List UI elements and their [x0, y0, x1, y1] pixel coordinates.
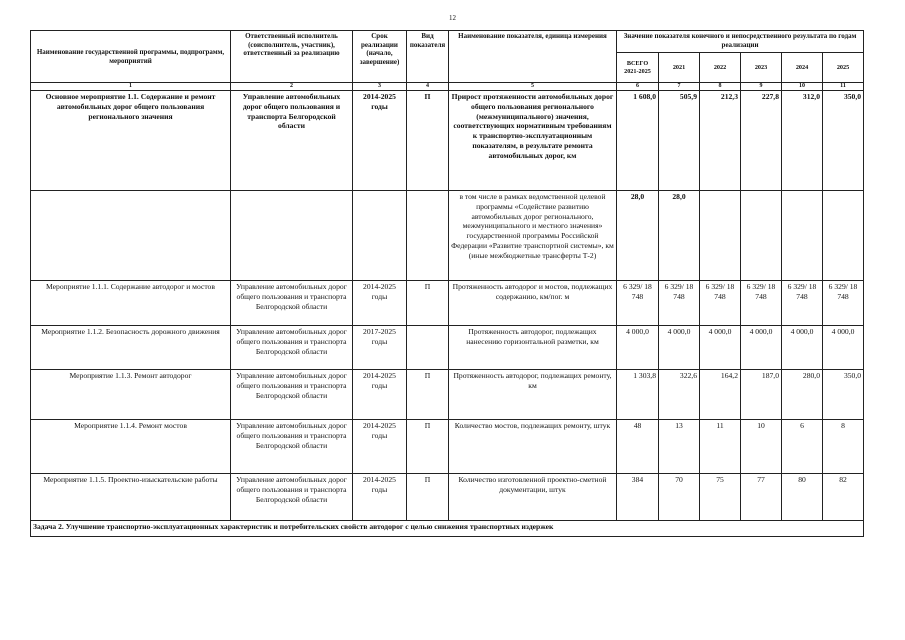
- row-value: 4 000,0: [782, 326, 823, 370]
- row-type: [407, 191, 449, 281]
- row-type: П: [407, 474, 449, 521]
- row-value: 6 329/ 18 748: [741, 281, 782, 326]
- row-responsible: Управление автомобильных дорог общего пользования и транспорта Белгородской области: [231, 474, 353, 521]
- row-period: [353, 191, 407, 281]
- row-value: 48: [617, 420, 659, 474]
- row-value: [741, 191, 782, 281]
- row-indicator: Протяженность автодорог, подлежащих ремонту, км: [449, 370, 617, 420]
- header-values-group: Значение показателя конечного и непосредственного результата по годам реализации: [617, 31, 864, 53]
- row-value: 13: [659, 420, 700, 474]
- row-period: 2014-2025 годы: [353, 474, 407, 521]
- column-number: 5: [449, 83, 617, 91]
- row-indicator: Количество изготовленной проектно-сметной документации, штук: [449, 474, 617, 521]
- row-value: 4 000,0: [659, 326, 700, 370]
- row-value: 1 303,8: [617, 370, 659, 420]
- header-type: Вид показателя: [407, 31, 449, 83]
- indicators-table: [30, 30, 864, 537]
- row-period: 2014-2025 годы: [353, 91, 407, 191]
- row-value: 4 000,0: [823, 326, 864, 370]
- row-value: 28,0: [659, 191, 700, 281]
- header-year: 2022: [700, 53, 741, 83]
- table-row-main: [31, 91, 864, 191]
- row-value: [823, 191, 864, 281]
- row-name: Мероприятие 1.1.1. Содержание автодорог и мостов: [31, 281, 231, 326]
- row-responsible: Управление автомобильных дорог общего пользования и транспорта Белгородской области: [231, 420, 353, 474]
- row-value: 11: [700, 420, 741, 474]
- header-year: 2025: [823, 53, 864, 83]
- row-value: 1 608,0: [617, 91, 659, 191]
- table-row: [31, 474, 864, 521]
- row-type: П: [407, 281, 449, 326]
- table-row: [31, 370, 864, 420]
- row-period: 2014-2025 годы: [353, 281, 407, 326]
- header-year: 2023: [741, 53, 782, 83]
- row-value: 4 000,0: [617, 326, 659, 370]
- row-type: П: [407, 420, 449, 474]
- row-type: П: [407, 91, 449, 191]
- table-row: [31, 420, 864, 474]
- row-responsible: Управление автомобильных дорог общего пользования и транспорта Белгородской области: [231, 370, 353, 420]
- row-value: 6 329/ 18 748: [823, 281, 864, 326]
- column-number: 2: [231, 83, 353, 91]
- row-value: 350,0: [823, 91, 864, 191]
- page-number: 12: [449, 14, 456, 22]
- row-value: 6 329/ 18 748: [617, 281, 659, 326]
- row-value: 212,3: [700, 91, 741, 191]
- row-name: Основное мероприятие 1.1. Содержание и ремонт автомобильных дорог общего пользования регионального значения: [31, 91, 231, 191]
- row-value: 164,2: [700, 370, 741, 420]
- row-period: 2017-2025 годы: [353, 326, 407, 370]
- column-number: 4: [407, 83, 449, 91]
- header-indicator: Наименование показателя, единица измерения: [449, 31, 617, 83]
- table-row: [31, 281, 864, 326]
- row-value: 4 000,0: [700, 326, 741, 370]
- row-value: 10: [741, 420, 782, 474]
- row-value: 82: [823, 474, 864, 521]
- task-row: [31, 521, 864, 537]
- row-indicator: Количество мостов, подлежащих ремонту, штук: [449, 420, 617, 474]
- row-responsible: Управление автомобильных дорог общего пользования и транспорта Белгородской области: [231, 91, 353, 191]
- column-number: 7: [659, 83, 700, 91]
- row-name: Мероприятие 1.1.4. Ремонт мостов: [31, 420, 231, 474]
- row-name: Мероприятие 1.1.5. Проектно-изыскательские работы: [31, 474, 231, 521]
- row-value: 4 000,0: [741, 326, 782, 370]
- row-indicator: Протяженность автодорог и мостов, подлежащих содержанию, км/пог. м: [449, 281, 617, 326]
- row-value: 80: [782, 474, 823, 521]
- row-value: 28,0: [617, 191, 659, 281]
- row-type: П: [407, 370, 449, 420]
- header-period: Срок реализации (начало, завершение): [353, 31, 407, 83]
- row-period: 2014-2025 годы: [353, 420, 407, 474]
- row-value: 6 329/ 18 748: [782, 281, 823, 326]
- header-year: 2021: [659, 53, 700, 83]
- row-value: 6 329/ 18 748: [700, 281, 741, 326]
- row-value: [782, 191, 823, 281]
- row-value: 384: [617, 474, 659, 521]
- column-number: 11: [823, 83, 864, 91]
- row-name: Мероприятие 1.1.3. Ремонт автодорог: [31, 370, 231, 420]
- row-value: 75: [700, 474, 741, 521]
- row-responsible: Управление автомобильных дорог общего пользования и транспорта Белгородской области: [231, 281, 353, 326]
- row-value: 70: [659, 474, 700, 521]
- row-value: 350,0: [823, 370, 864, 420]
- row-indicator: Прирост протяженности автомобильных дорог общего пользования регионального (межмуниципального) значения, соответствующих нормативным требованиям к транспортно-эксплуатационным показателям, в результате ремонта автомобильных дорог, км: [449, 91, 617, 191]
- row-period: 2014-2025 годы: [353, 370, 407, 420]
- task-title: Задача 2. Улучшение транспортно-эксплуатационных характеристик и потребительских свойств автодорог с целью снижения транспортных издержек: [31, 521, 864, 537]
- column-number: 1: [31, 83, 231, 91]
- row-name: [31, 191, 231, 281]
- header-program: Наименование государственной программы, подпрограмм, мероприятий: [31, 31, 231, 83]
- table-row-sub: [31, 191, 864, 281]
- column-number: 9: [741, 83, 782, 91]
- column-number: 10: [782, 83, 823, 91]
- row-indicator: Протяженность автодорог, подлежащих нанесению горизонтальной разметки, км: [449, 326, 617, 370]
- row-value: 6 329/ 18 748: [659, 281, 700, 326]
- row-value: 322,6: [659, 370, 700, 420]
- row-name: Мероприятие 1.1.2. Безопасность дорожного движения: [31, 326, 231, 370]
- header-year: 2024: [782, 53, 823, 83]
- row-responsible: Управление автомобильных дорог общего пользования и транспорта Белгородской области: [231, 326, 353, 370]
- row-value: 8: [823, 420, 864, 474]
- row-value: 77: [741, 474, 782, 521]
- header-responsible: Ответственный исполнитель (соисполнитель, участник), ответственный за реализацию: [231, 31, 353, 83]
- column-number: 3: [353, 83, 407, 91]
- row-responsible: [231, 191, 353, 281]
- row-value: 505,9: [659, 91, 700, 191]
- row-value: 280,0: [782, 370, 823, 420]
- row-value: 312,0: [782, 91, 823, 191]
- row-value: 187,0: [741, 370, 782, 420]
- header-total: ВСЕГО 2021-2025: [617, 53, 659, 83]
- table-row: [31, 326, 864, 370]
- column-number: 8: [700, 83, 741, 91]
- row-value: 227,8: [741, 91, 782, 191]
- row-value: [700, 191, 741, 281]
- row-value: 6: [782, 420, 823, 474]
- row-indicator: в том числе в рамках ведомственной целевой программы «Содействие развитию автомобильных дорог регионального, межмуниципального и местного значения» государственной программы Российской Федерации «Развитие транспортной системы», км (иные межбюджетные трансферты Т-2): [449, 191, 617, 281]
- column-number: 6: [617, 83, 659, 91]
- row-type: [407, 326, 449, 370]
